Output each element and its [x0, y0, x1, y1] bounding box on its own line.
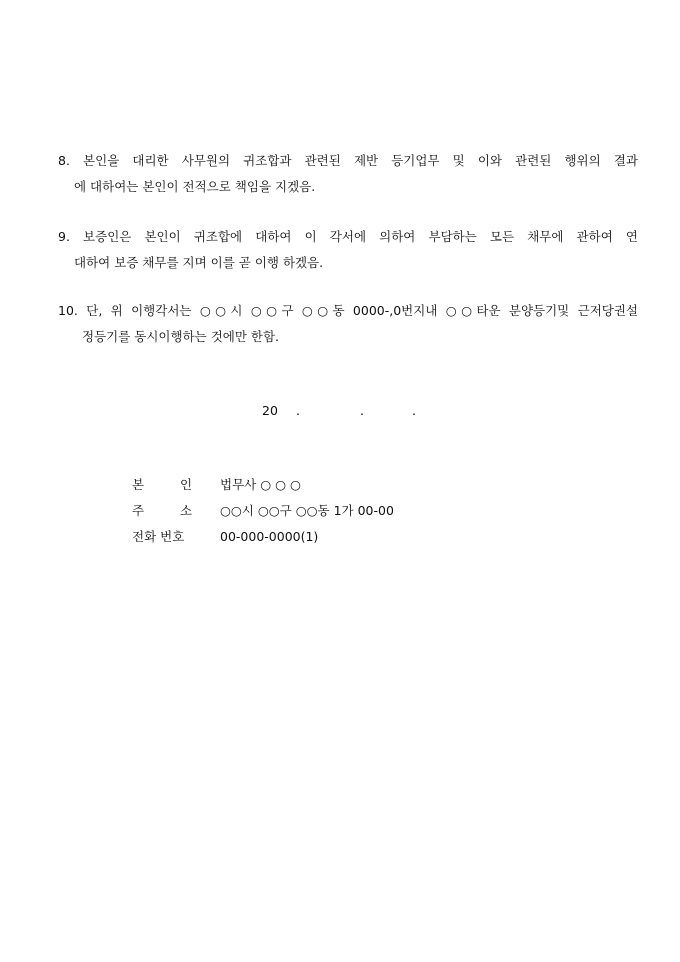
date-end-dot: .	[412, 403, 416, 418]
date-month-dot: .	[296, 403, 300, 418]
address-row	[132, 498, 452, 524]
clause-9-line-2: 대하여 보증 채무를 지며 이를 곧 이행 하겠음.	[74, 255, 324, 270]
clause-8-line-1: 8. 본인을 대리한 사무원의 귀조합과 관련된 제반 등기업무 및 이와 관련된 행위의 결과	[58, 153, 638, 168]
date-day-dot: .	[360, 403, 364, 418]
clause-10-line-1: 10. 단, 위 이행각서는 ○○시 ○○구 ○○동 0000-,0번지내 ○○타운 분양등기및 근저당권설	[58, 303, 638, 318]
clause-9-line-1: 9. 보증인은 본인이 귀조합에 대하여 이 각서에 의하여 부담하는 모든 채무에 관하여 연	[58, 229, 638, 244]
address-value: ○○시 ○○구 ○○동 1가 00-00	[220, 503, 394, 518]
principal-value: 법무사 ○ ○ ○	[220, 477, 301, 492]
phone-label: 전화 번호	[132, 529, 185, 544]
clause-10-line-2: 정등기를 동시이행하는 것에만 한함.	[82, 329, 280, 344]
principal-row	[132, 472, 452, 498]
clause-8-line-2: 에 대하여는 본인이 전적으로 책임을 지겠음.	[74, 179, 316, 194]
clause-10	[58, 298, 638, 350]
principal-label-2: 인	[180, 477, 193, 492]
phone-value: 00-000-0000(1)	[220, 529, 319, 544]
clause-9	[58, 224, 638, 276]
signature-block	[132, 472, 452, 550]
clause-8	[58, 148, 638, 200]
principal-label-1: 본	[132, 477, 145, 492]
address-label-2: 소	[180, 503, 193, 518]
phone-row	[132, 524, 452, 550]
date-year: 20	[262, 403, 278, 418]
address-label-1: 주	[132, 503, 145, 518]
